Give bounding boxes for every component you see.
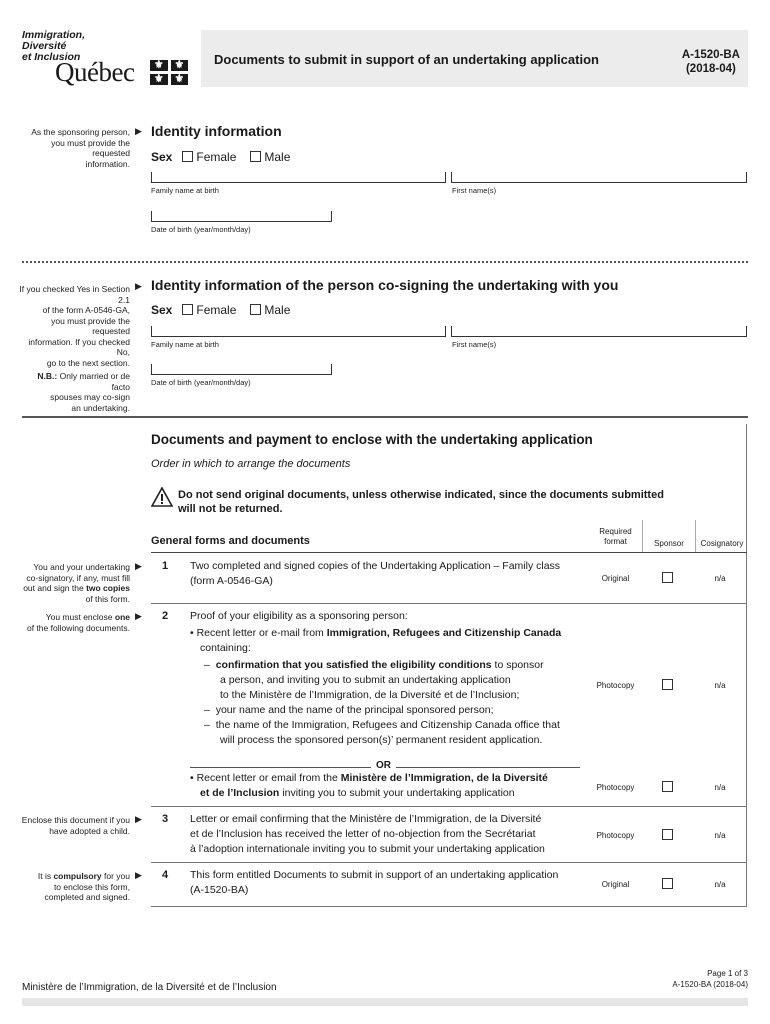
sponsor-checkbox[interactable]	[662, 829, 673, 840]
divider	[22, 416, 748, 418]
warning-triangle-icon	[151, 487, 173, 507]
triangle-right-icon: ▶	[135, 281, 142, 291]
cosigner-first-names-field[interactable]	[451, 326, 747, 337]
page-title: Documents to submit in support of an undertaking application	[214, 52, 599, 67]
fleur-de-lis-icon: ⚜ ⚜ ⚜ ⚜	[150, 60, 188, 84]
sex-row: Sex Female Male	[151, 150, 291, 164]
sponsor-checkbox[interactable]	[662, 572, 673, 583]
sponsor-checkbox[interactable]	[662, 878, 673, 889]
docs-title: Documents and payment to enclose with the undertaking application	[151, 432, 593, 447]
ministry-name: Immigration, Diversité et Inclusion	[22, 29, 86, 63]
triangle-right-icon: ▶	[135, 561, 142, 571]
row2b-text: • Recent letter or email from the Ministère de l’Immigration, de la Diversité et de l’Inclusion inviting you to submit your undertaking application	[190, 772, 548, 799]
cosigner-note: If you checked Yes in Section 2.1 of the form A-0546-GA, you must provide the requested information. If you checked No, go to the next section. N.B.: Only married or de facto spouses may co-sign an undertaking.	[19, 284, 130, 413]
form-code: A-1520-BA (2018-04)	[681, 49, 740, 75]
row2-text: Proof of your eligibility as a sponsoring person: • Recent letter or e-mail from Immigration, Refugees and Citizenship Canada containing: – confirmation that you satisfied the eligibility conditions to sponsor a person, and inviting you to submit an undertaking application to the Ministère de l’Immigration, de la Diversité et de l’Inclusion; – your name and the name of the principal sponsored person; – the name of the Immigration, Refugees and Citizenship Canada office that will process the sponsored person(s)’ permanent resident application.	[190, 610, 562, 746]
male-checkbox[interactable]	[250, 304, 261, 315]
identity-note: As the sponsoring person, you must provide the requested information.	[31, 127, 130, 169]
footer-bar	[22, 998, 748, 1006]
sponsor-checkbox[interactable]	[662, 781, 673, 792]
footer-page-info: Page 1 of 3 A-1520-BA (2018-04)	[672, 969, 748, 989]
col-required: Required format	[599, 527, 632, 546]
row1-text: Two completed and signed copies of the Undertaking Application – Family class (form A-0546-GA)	[190, 560, 561, 587]
footer-ministry: Ministère de l’Immigration, de la Diversité et de l’Inclusion	[22, 982, 277, 993]
row-number: 2	[162, 610, 169, 622]
quebec-wordmark: Québec	[55, 57, 135, 87]
cosigner-family-name-field[interactable]	[151, 326, 446, 337]
sex-row-cosigner: Sex Female Male	[151, 303, 291, 317]
male-checkbox[interactable]	[250, 151, 261, 162]
docs-subtitle: Order in which to arrange the documents	[151, 458, 351, 470]
row3-text: Letter or email confirming that the Ministère de l’Immigration, de la Diversité et de l’Inclusion has received the letter of no-objection from the Secrétariat à l’adoption internationale inviting you to submit your undertaking application	[190, 813, 545, 855]
col-general: General forms and documents	[151, 535, 310, 547]
row4-text: This form entitled Documents to submit in support of an undertaking application (A-1520-BA)	[190, 869, 559, 896]
or-separator: OR	[371, 760, 396, 771]
cosigner-title: Identity information of the person co-signing the undertaking with you	[151, 277, 619, 293]
first-names-field[interactable]	[451, 172, 747, 183]
dob-field[interactable]	[151, 211, 332, 222]
identity-title: Identity information	[151, 123, 282, 139]
warning-text: Do not send original documents, unless otherwise indicated, since the documents submitted will not be returned.	[178, 489, 664, 515]
divider	[22, 261, 748, 263]
col-cosignatory: Cosignatory	[700, 539, 744, 548]
row-number: 4	[162, 869, 169, 881]
row4-note: It is compulsory for you to enclose this form, completed and signed.	[37, 871, 130, 902]
sponsor-checkbox[interactable]	[662, 679, 673, 690]
row1-note: You and your undertaking co-signatory, if any, must fill out and sign the two copies of this form.	[23, 562, 130, 604]
cosigner-dob-field[interactable]	[151, 364, 332, 375]
female-checkbox[interactable]	[182, 151, 193, 162]
family-name-field[interactable]	[151, 172, 446, 183]
triangle-right-icon: ▶	[135, 611, 142, 621]
row-number: 1	[162, 560, 169, 572]
triangle-right-icon: ▶	[135, 814, 142, 824]
row3-note: Enclose this document if you have adopted a child.	[21, 815, 130, 836]
table-border	[746, 424, 747, 907]
triangle-right-icon: ▶	[135, 870, 142, 880]
quebec-logo	[22, 30, 202, 90]
female-checkbox[interactable]	[182, 304, 193, 315]
col-sponsor: Sponsor	[654, 539, 684, 548]
row2-note: You must enclose one of the following documents.	[26, 612, 130, 633]
title-bar	[201, 30, 748, 87]
row-number: 3	[162, 813, 169, 825]
triangle-right-icon: ▶	[135, 126, 142, 136]
